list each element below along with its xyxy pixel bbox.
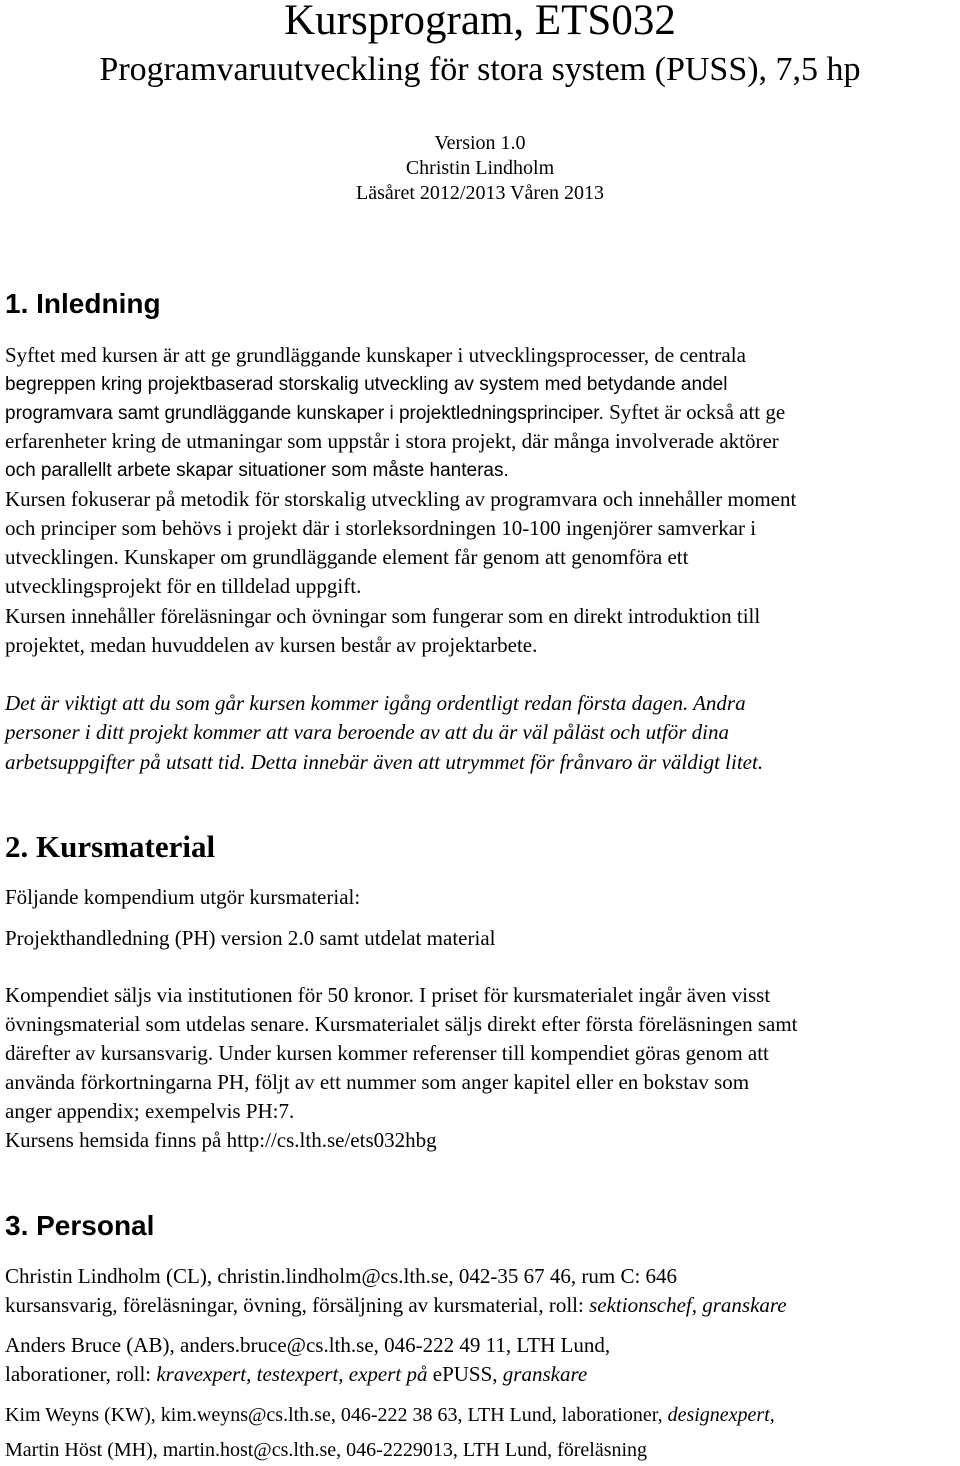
- paragraph-line: och parallellt arbete skapar situationer som måste hanteras.: [5, 460, 509, 481]
- staff-entry-line: Martin Höst (MH), martin.host@cs.lth.se, 046-2229013, LTH Lund, föreläsning: [5, 1439, 648, 1461]
- material-item: Projekthandledning (PH) version 2.0 samt utdelat material: [5, 926, 496, 950]
- term-label: Läsåret 2012/2013 Våren 2013: [356, 182, 604, 204]
- staff-entry-line: [5, 1292, 787, 1319]
- paragraph-line: erfarenheter kring de utmaningar som uppstår i stora projekt, där många involverade aktörer: [5, 429, 779, 453]
- section-heading-personal: 3. Personal: [5, 1210, 155, 1241]
- staff-role-italic: sektionschef, granskare: [589, 1293, 787, 1317]
- staff-role-text: kursansvarig, föreläsningar, övning, försäljning av kursmaterial, roll:: [5, 1293, 584, 1317]
- paragraph-line: övningsmaterial som utdelas senare. Kursmaterialet säljs direkt efter första föreläsningen samt: [5, 1012, 798, 1036]
- material-intro: Följande kompendium utgör kursmaterial:: [5, 885, 361, 909]
- paragraph-line: utvecklingsprojekt för en tilldelad uppgift.: [5, 574, 362, 598]
- paragraph-line: därefter av kursansvarig. Under kursen kommer referenser till kompendiet göras genom att: [5, 1041, 769, 1065]
- staff-entry-line: Anders Bruce (AB), anders.bruce@cs.lth.se, 046-222 49 11, LTH Lund,: [5, 1333, 611, 1357]
- staff-role-italic: kravexpert, testexpert, expert på: [156, 1362, 428, 1386]
- paragraph-line: använda förkortningarna PH, följt av ett nummer som anger kapitel eller en bokstav som: [5, 1070, 750, 1094]
- italic-note-line: Det är viktigt att du som går kursen kommer igång ordentligt redan första dagen. Andra: [5, 691, 746, 715]
- staff-role-text: Kim Weyns (KW), kim.weyns@cs.lth.se, 046-222 38 63, LTH Lund, laborationer,: [5, 1404, 663, 1426]
- document-subtitle: Programvaruutveckling för stora system (PUSS), 7,5 hp: [99, 51, 861, 88]
- author-label: Christin Lindholm: [405, 157, 555, 179]
- paragraph-line: projektet, medan huvuddelen av kursen består av projektarbete.: [5, 633, 538, 657]
- italic-note-line: personer i ditt projekt kommer att vara beroende av att du är väl påläst och utför dina: [5, 720, 730, 744]
- staff-entry-line: [5, 1402, 775, 1429]
- staff-role-text: ePUSS,: [432, 1362, 498, 1386]
- italic-note-line: arbetsuppgifter på utsatt tid. Detta innebär även att utrymmet för frånvaro är väldigt litet.: [5, 750, 764, 774]
- paragraph-line: anger appendix; exempelvis PH:7.: [5, 1099, 295, 1123]
- section-heading-inledning: 1. Inledning: [5, 288, 161, 319]
- paragraph-line: och principer som behövs i projekt där i storleksordningen 10-100 ingenjörer samverkar i: [5, 516, 757, 540]
- staff-role-text: laborationer, roll:: [5, 1362, 152, 1386]
- version-label: Version 1.0: [434, 132, 526, 154]
- paragraph-text: programvara samt grundläggande kunskaper i projektledningsprinciper.: [5, 403, 604, 424]
- paragraph-line: Kursen innehåller föreläsningar och övningar som fungerar som en direkt introduktion till: [5, 604, 761, 628]
- staff-role-italic: granskare: [502, 1362, 588, 1386]
- paragraph-line: Kursen fokuserar på metodik för storskalig utveckling av programvara och innehåller moment: [5, 487, 797, 511]
- section-heading-kursmaterial: 2. Kursmaterial: [5, 829, 216, 864]
- paragraph-line: Syftet med kursen är att ge grundläggande kunskaper i utvecklingsprocesser, de centrala: [5, 343, 746, 367]
- paragraph-line: begreppen kring projektbaserad storskalig utveckling av system med betydande andel: [5, 374, 728, 395]
- staff-entry-line: [5, 1361, 587, 1388]
- paragraph-line: Kompendiet säljs via institutionen för 50 kronor. I priset för kursmaterialet ingår även visst: [5, 983, 771, 1007]
- homepage-line: Kursens hemsida finns på http://cs.lth.se/ets032hbg: [5, 1128, 437, 1152]
- staff-role-italic: designexpert,: [667, 1404, 775, 1426]
- document-title: Kursprogram, ETS032: [284, 0, 676, 44]
- paragraph-line: utvecklingen. Kunskaper om grundläggande element får genom att genomföra ett: [5, 545, 689, 569]
- paragraph-text: Syftet är också att ge: [609, 400, 786, 424]
- paragraph-line: [5, 399, 785, 427]
- staff-entry-line: Christin Lindholm (CL), christin.lindholm@cs.lth.se, 042-35 67 46, rum C: 646: [5, 1264, 678, 1288]
